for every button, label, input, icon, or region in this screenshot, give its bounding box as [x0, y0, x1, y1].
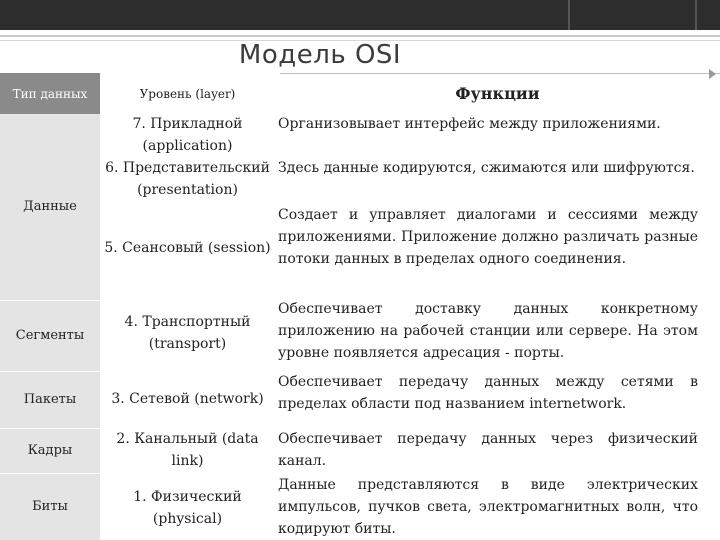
header-rule	[0, 35, 720, 37]
layer-session: 5. Сеансовый (session)	[104, 240, 271, 256]
header-layer: Уровень (layer)	[139, 86, 236, 101]
function-physical: Данные представляются в виде электрических импульсов, пучков света, электромагнитных волн, что кодируют биты.	[278, 477, 698, 537]
data-type-column	[0, 73, 100, 540]
function-data-link: Обеспечивает передачу данных через физический канал.	[278, 431, 698, 469]
data-type-bits: Биты	[32, 499, 68, 514]
layer-application: 7. Прикладной (application)	[132, 116, 243, 154]
function-presentation: Здесь данные кодируются, сжимаются или шифруются.	[278, 160, 695, 176]
slide-top-bar	[0, 0, 720, 30]
layer-network: 3. Сетевой (network)	[111, 391, 264, 407]
layer-physical: 1. Физический (physical)	[133, 489, 242, 527]
top-bar-divider	[568, 0, 570, 30]
top-bar-divider	[695, 0, 697, 30]
header-functions: Функции	[455, 84, 540, 103]
function-session: Создает и управляет диалогами и сессиями между приложениями. Приложение должно различать разные потоки данных в пределах одного соединения.	[278, 207, 698, 267]
data-type-packets: Пакеты	[23, 392, 77, 407]
slide-title: Модель OSI	[238, 40, 402, 70]
data-type-segments: Сегменты	[15, 328, 85, 343]
function-application: Организовывает интерфейс между приложениями.	[278, 116, 661, 132]
header-data-type: Тип данных	[0, 73, 100, 114]
layer-transport: 4. Транспортный (transport)	[124, 314, 251, 352]
data-type-data: Данные	[23, 199, 77, 214]
layer-presentation: 6. Представительский (presentation)	[105, 160, 270, 198]
function-network: Обеспечивает передачу данных между сетями в пределах области под названием internetwork.	[278, 374, 698, 412]
layer-data-link: 2. Канальный (data link)	[116, 431, 259, 469]
data-type-frames: Кадры	[27, 443, 73, 458]
function-transport: Обеспечивает доставку данных конкретному приложению на рабочей станции или сервере. На этом уровне появляется адресация - порты.	[278, 301, 698, 361]
